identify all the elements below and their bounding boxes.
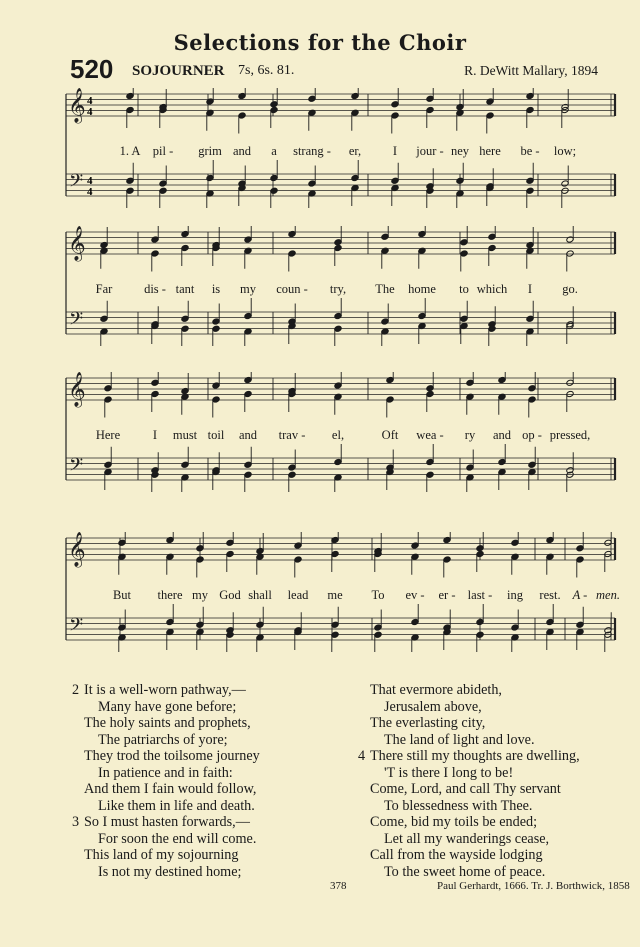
lyric-syllable: pil - xyxy=(152,144,174,158)
lyric-syllable: strang - xyxy=(293,144,331,158)
verse-line xyxy=(370,814,580,831)
lyric-syllable: op - xyxy=(522,428,542,442)
hymn-header xyxy=(70,54,610,84)
verse-text: The land of light and love. xyxy=(384,731,535,748)
lyric-syllable: my xyxy=(192,588,208,602)
lyric-syllable: ry xyxy=(464,428,476,442)
lyric-syllable: last - xyxy=(467,588,493,602)
lyric-syllable: and xyxy=(232,144,252,158)
verse-line xyxy=(370,831,580,848)
verse-number: 3 xyxy=(72,814,80,830)
treble-clef-icon: 𝄞 xyxy=(68,226,86,261)
verse-text: To blessedness with Thee. xyxy=(384,797,533,814)
verse-line xyxy=(84,748,260,765)
verse-text: The everlasting city, xyxy=(370,715,486,731)
verse-line xyxy=(370,798,580,815)
lyric-syllable: But xyxy=(112,588,132,602)
verse-text: For soon the end will come. xyxy=(98,830,257,847)
lyric-syllable: is xyxy=(211,282,221,296)
bass-clef-icon: 𝄢 xyxy=(69,309,84,334)
footer-credit: Paul Gerhardt, 1666. Tr. J. Borthwick, 1858 xyxy=(437,880,630,892)
lyric-syllable: Far xyxy=(95,282,113,296)
page-title: Selections for the Choir xyxy=(173,30,467,55)
bass-clef-icon: 𝄢 xyxy=(69,171,84,196)
lyric-syllable: me xyxy=(327,588,343,602)
verse-text: Jerusalem above, xyxy=(384,698,482,715)
verse-number: 4 xyxy=(358,748,366,764)
lyric-syllable: er, xyxy=(348,144,362,158)
music-system xyxy=(60,88,620,208)
verse-text: Like them in life and death. xyxy=(98,797,255,814)
verse-text: Is not my destined home; xyxy=(98,863,242,880)
lyric-syllable: shall xyxy=(248,588,272,602)
lyrics-line xyxy=(60,428,620,448)
lyric-syllable: here xyxy=(479,144,501,158)
bass-clef-icon: 𝄢 xyxy=(69,615,84,640)
lyric-syllable: ing xyxy=(507,588,523,602)
lyric-syllable: to xyxy=(459,282,469,296)
verse-line xyxy=(370,699,580,716)
verse-text: The patriarchs of yore; xyxy=(98,731,228,748)
lyric-syllable: toil xyxy=(207,428,225,442)
composer: R. DeWitt Mallary, 1894 xyxy=(464,63,598,78)
verse-line xyxy=(370,765,580,782)
verse-line xyxy=(370,732,580,749)
lyric-syllable: jour - xyxy=(416,144,444,158)
verse-line xyxy=(84,781,260,798)
lyric-syllable: I xyxy=(152,428,158,442)
verse-text: They trod the toilsome journey xyxy=(84,748,260,764)
lyric-syllable: pressed, xyxy=(549,428,591,442)
verse-text: So I must hasten forwards,— xyxy=(84,814,250,830)
verses-left-column xyxy=(72,682,260,880)
lyrics-line xyxy=(60,282,620,302)
lyric-syllable: low; xyxy=(553,144,577,158)
verse-line xyxy=(84,765,260,782)
verse-line xyxy=(84,732,260,749)
verse-line xyxy=(84,699,260,716)
lyric-syllable: be - xyxy=(520,144,540,158)
bass-clef-icon: 𝄢 xyxy=(69,455,84,480)
verse-text: This land of my sojourning xyxy=(84,847,239,863)
verse-text: Call from the wayside lodging xyxy=(370,847,543,863)
lyric-syllable: go. xyxy=(562,282,578,296)
lyrics-line xyxy=(60,588,620,608)
verse-line xyxy=(84,864,260,881)
meter: 7s, 6s. 81. xyxy=(238,63,295,78)
page-number: 378 xyxy=(330,880,347,892)
verse-line xyxy=(370,864,580,881)
lyric-syllable: rest. xyxy=(539,588,561,602)
ts-bass-top: 4 xyxy=(87,175,93,187)
ts-bass-bottom: 4 xyxy=(87,186,93,198)
verses-right-column xyxy=(358,682,580,880)
lyric-syllable: and xyxy=(492,428,512,442)
ts-treble-bottom: 4 xyxy=(87,106,93,118)
verse-line xyxy=(370,682,580,699)
verse-number: 2 xyxy=(72,682,80,698)
lyric-syllable: must xyxy=(172,428,198,442)
verse-text: 'T is there I long to be! xyxy=(384,764,514,781)
tune-name: SOJOURNER xyxy=(132,63,225,79)
lyric-syllable: God xyxy=(219,588,241,602)
verse-text: Many have gone before; xyxy=(98,698,237,715)
lyrics-line xyxy=(60,144,620,164)
verse-line xyxy=(72,814,260,831)
verse-text: The holy saints and prophets, xyxy=(84,715,251,731)
verse-line xyxy=(370,847,580,864)
lyric-syllable: I xyxy=(392,144,398,158)
music-system xyxy=(60,372,620,492)
treble-clef-icon: 𝄞 xyxy=(68,372,86,407)
lyric-syllable: trav - xyxy=(278,428,306,442)
lyric-syllable: I xyxy=(527,282,533,296)
treble-clef-icon: 𝄞 xyxy=(68,88,86,123)
music-system xyxy=(60,226,620,346)
lyric-syllable: ney xyxy=(450,144,470,158)
verse-text: In patience and in faith: xyxy=(98,764,233,781)
verse-text: Let all my wanderings cease, xyxy=(384,830,550,847)
verse-line xyxy=(84,715,260,732)
lyric-syllable: A - xyxy=(572,588,588,602)
lyric-syllable: there xyxy=(157,588,183,602)
verse-text: That evermore abideth, xyxy=(370,682,502,698)
lyric-syllable: which xyxy=(476,282,508,296)
verse-text: It is a well-worn pathway,— xyxy=(84,682,246,698)
verse-line xyxy=(370,715,580,732)
lyric-syllable: Here xyxy=(95,428,121,442)
verse-text: And them I fain would follow, xyxy=(84,781,257,797)
lyric-syllable: try, xyxy=(329,282,347,296)
lyric-syllable: To xyxy=(371,588,385,602)
lyric-syllable: el, xyxy=(331,428,345,442)
verse-line xyxy=(370,781,580,798)
lyric-syllable: my xyxy=(240,282,256,296)
verse-text: There still my thoughts are dwelling, xyxy=(370,748,580,764)
lyric-syllable: er - xyxy=(438,588,456,602)
verse-text: Come, Lord, and call Thy servant xyxy=(370,781,561,797)
lyric-syllable: wea - xyxy=(416,428,444,442)
verse-line xyxy=(84,847,260,864)
lyric-syllable: men. xyxy=(596,588,620,602)
lyric-syllable: a xyxy=(271,144,277,158)
verse-line xyxy=(84,798,260,815)
verse-text: To the sweet home of peace. xyxy=(384,863,546,880)
lyric-syllable: dis - xyxy=(144,282,166,296)
music-system xyxy=(60,532,620,652)
lyric-syllable: The xyxy=(375,282,395,296)
lyric-syllable: 1. A xyxy=(119,144,141,158)
lyric-syllable: tant xyxy=(175,282,195,296)
lyric-syllable: home xyxy=(408,282,436,296)
lyric-syllable: lead xyxy=(287,588,309,602)
verse-text: Come, bid my toils be ended; xyxy=(370,814,538,830)
lyric-syllable: ev - xyxy=(405,588,425,602)
lyric-syllable: grim xyxy=(198,144,222,158)
verse-line xyxy=(84,831,260,848)
verse-line xyxy=(358,748,580,765)
hymn-number: 520 xyxy=(70,54,114,84)
lyric-syllable: and xyxy=(238,428,258,442)
ts-treble-top: 4 xyxy=(87,95,93,107)
treble-clef-icon: 𝄞 xyxy=(68,532,86,567)
lyric-syllable: coun - xyxy=(276,282,308,296)
verse-line xyxy=(72,682,260,699)
lyric-syllable: Oft xyxy=(381,428,399,442)
